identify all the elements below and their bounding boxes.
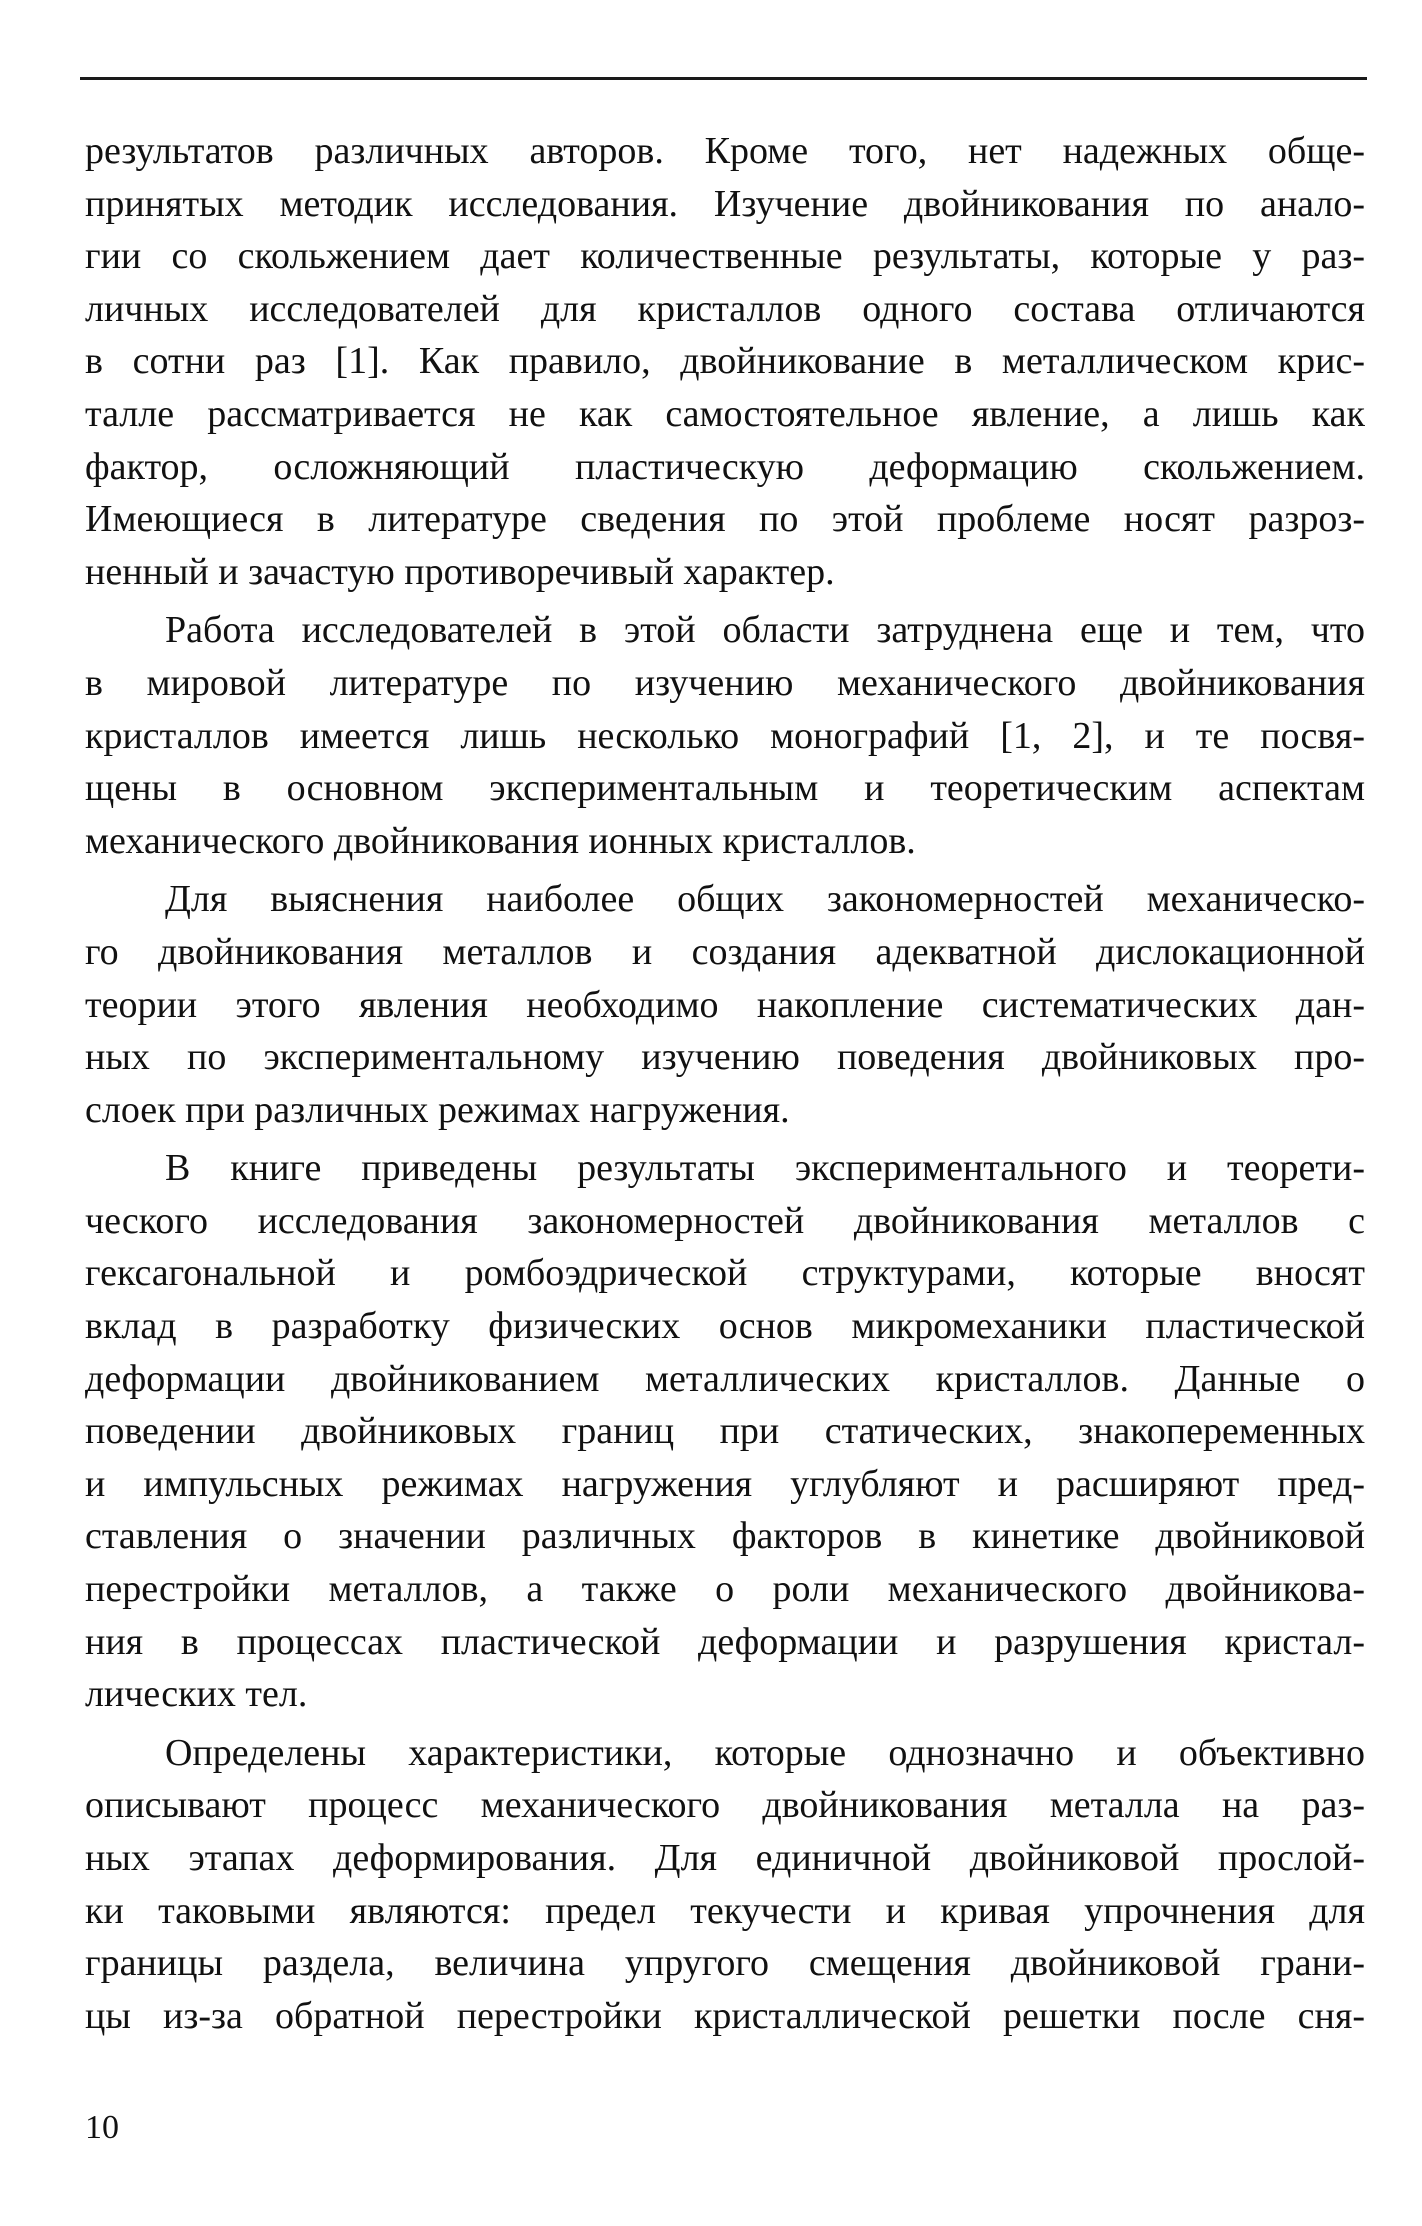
text-line: гексагональной и ромбоэдрической структурами, которые вносят	[85, 1252, 1365, 1295]
text-line: в сотни раз [1]. Как правило, двойникование в металлическом крис-	[85, 340, 1365, 383]
paragraph-4	[85, 1142, 1365, 1721]
text-line: поведении двойниковых границ при статических, знакопеременных	[85, 1410, 1365, 1453]
text-line: перестройки металлов, а также о роли механического двойникова-	[85, 1568, 1365, 1611]
text-line: ки таковыми являются: предел текучести и кривая упрочнения для	[85, 1889, 1365, 1932]
text-line: В книге приведены результаты экспериментального и теорети-	[165, 1147, 1365, 1190]
text-line: лических тел.	[85, 1673, 308, 1716]
text-line: механического двойникования ионных кристаллов.	[85, 819, 916, 862]
text-line: гии со скольжением дает количественные результаты, которые у раз-	[85, 235, 1365, 278]
text-line: ставления о значении различных факторов в кинетике двойниковой	[85, 1515, 1365, 1558]
text-line: ненный и зачастую противоречивый характер.	[85, 550, 835, 593]
paragraph-3	[85, 873, 1365, 1136]
text-line: в мировой литературе по изучению механического двойникования	[85, 661, 1365, 704]
text-line: и импульсных режимах нагружения углубляют и расширяют пред-	[85, 1462, 1365, 1505]
text-line: результатов различных авторов. Кроме того, нет надежных обще-	[85, 130, 1365, 172]
text-line: слоек при различных режимах нагружения.	[85, 1088, 790, 1131]
paragraph-2	[85, 604, 1365, 867]
text-line: деформации двойникованием металлических кристаллов. Данные о	[85, 1357, 1365, 1400]
text-line: фактор, осложняющий пластическую деформацию скольжением.	[85, 445, 1365, 488]
paragraph-1	[85, 125, 1365, 598]
text-line: цы из-за обратной перестройки кристаллической решетки после сня-	[85, 1994, 1365, 2037]
text-line: личных исследователей для кристаллов одного состава отличаются	[85, 287, 1365, 330]
text-line: вклад в разработку физических основ микромеханики пластической	[85, 1305, 1365, 1348]
text-line: талле рассматривается не как самостоятельное явление, а лишь как	[85, 392, 1365, 435]
paragraph-5	[85, 1727, 1365, 2043]
page-number: 10	[85, 2109, 119, 2146]
text-line: щены в основном экспериментальным и теоретическим аспектам	[85, 767, 1365, 810]
text-line: ния в процессах пластической деформации и разрушения кристал-	[85, 1620, 1365, 1663]
text-line: принятых методик исследования. Изучение двойникования по анало-	[85, 182, 1365, 225]
text-line: Определены характеристики, которые однозначно и объективно	[165, 1731, 1365, 1774]
text-line: Для выяснения наиболее общих закономерностей механическо-	[165, 878, 1365, 921]
header-rule	[80, 77, 1367, 80]
text-line: Работа исследователей в этой области затруднена еще и тем, что	[165, 609, 1365, 652]
text-line: ных этапах деформирования. Для единичной двойниковой прослой-	[85, 1837, 1365, 1879]
text-line: Имеющиеся в литературе сведения по этой проблеме носят разроз-	[85, 498, 1365, 541]
body-text	[85, 125, 1365, 2042]
text-line: ных по экспериментальному изучению поведения двойниковых про-	[85, 1036, 1365, 1079]
text-line: ческого исследования закономерностей двойникования металлов с	[85, 1199, 1365, 1242]
text-line: го двойникования металлов и создания адекватной дислокационной	[85, 930, 1365, 973]
text-line: кристаллов имеется лишь несколько монографий [1, 2], и те посвя-	[85, 714, 1365, 757]
text-line: описывают процесс механического двойникования металла на раз-	[85, 1784, 1365, 1827]
text-line: границы раздела, величина упругого смещения двойниковой грани-	[85, 1942, 1365, 1985]
text-line: теории этого явления необходимо накопление систематических дан-	[85, 983, 1365, 1026]
